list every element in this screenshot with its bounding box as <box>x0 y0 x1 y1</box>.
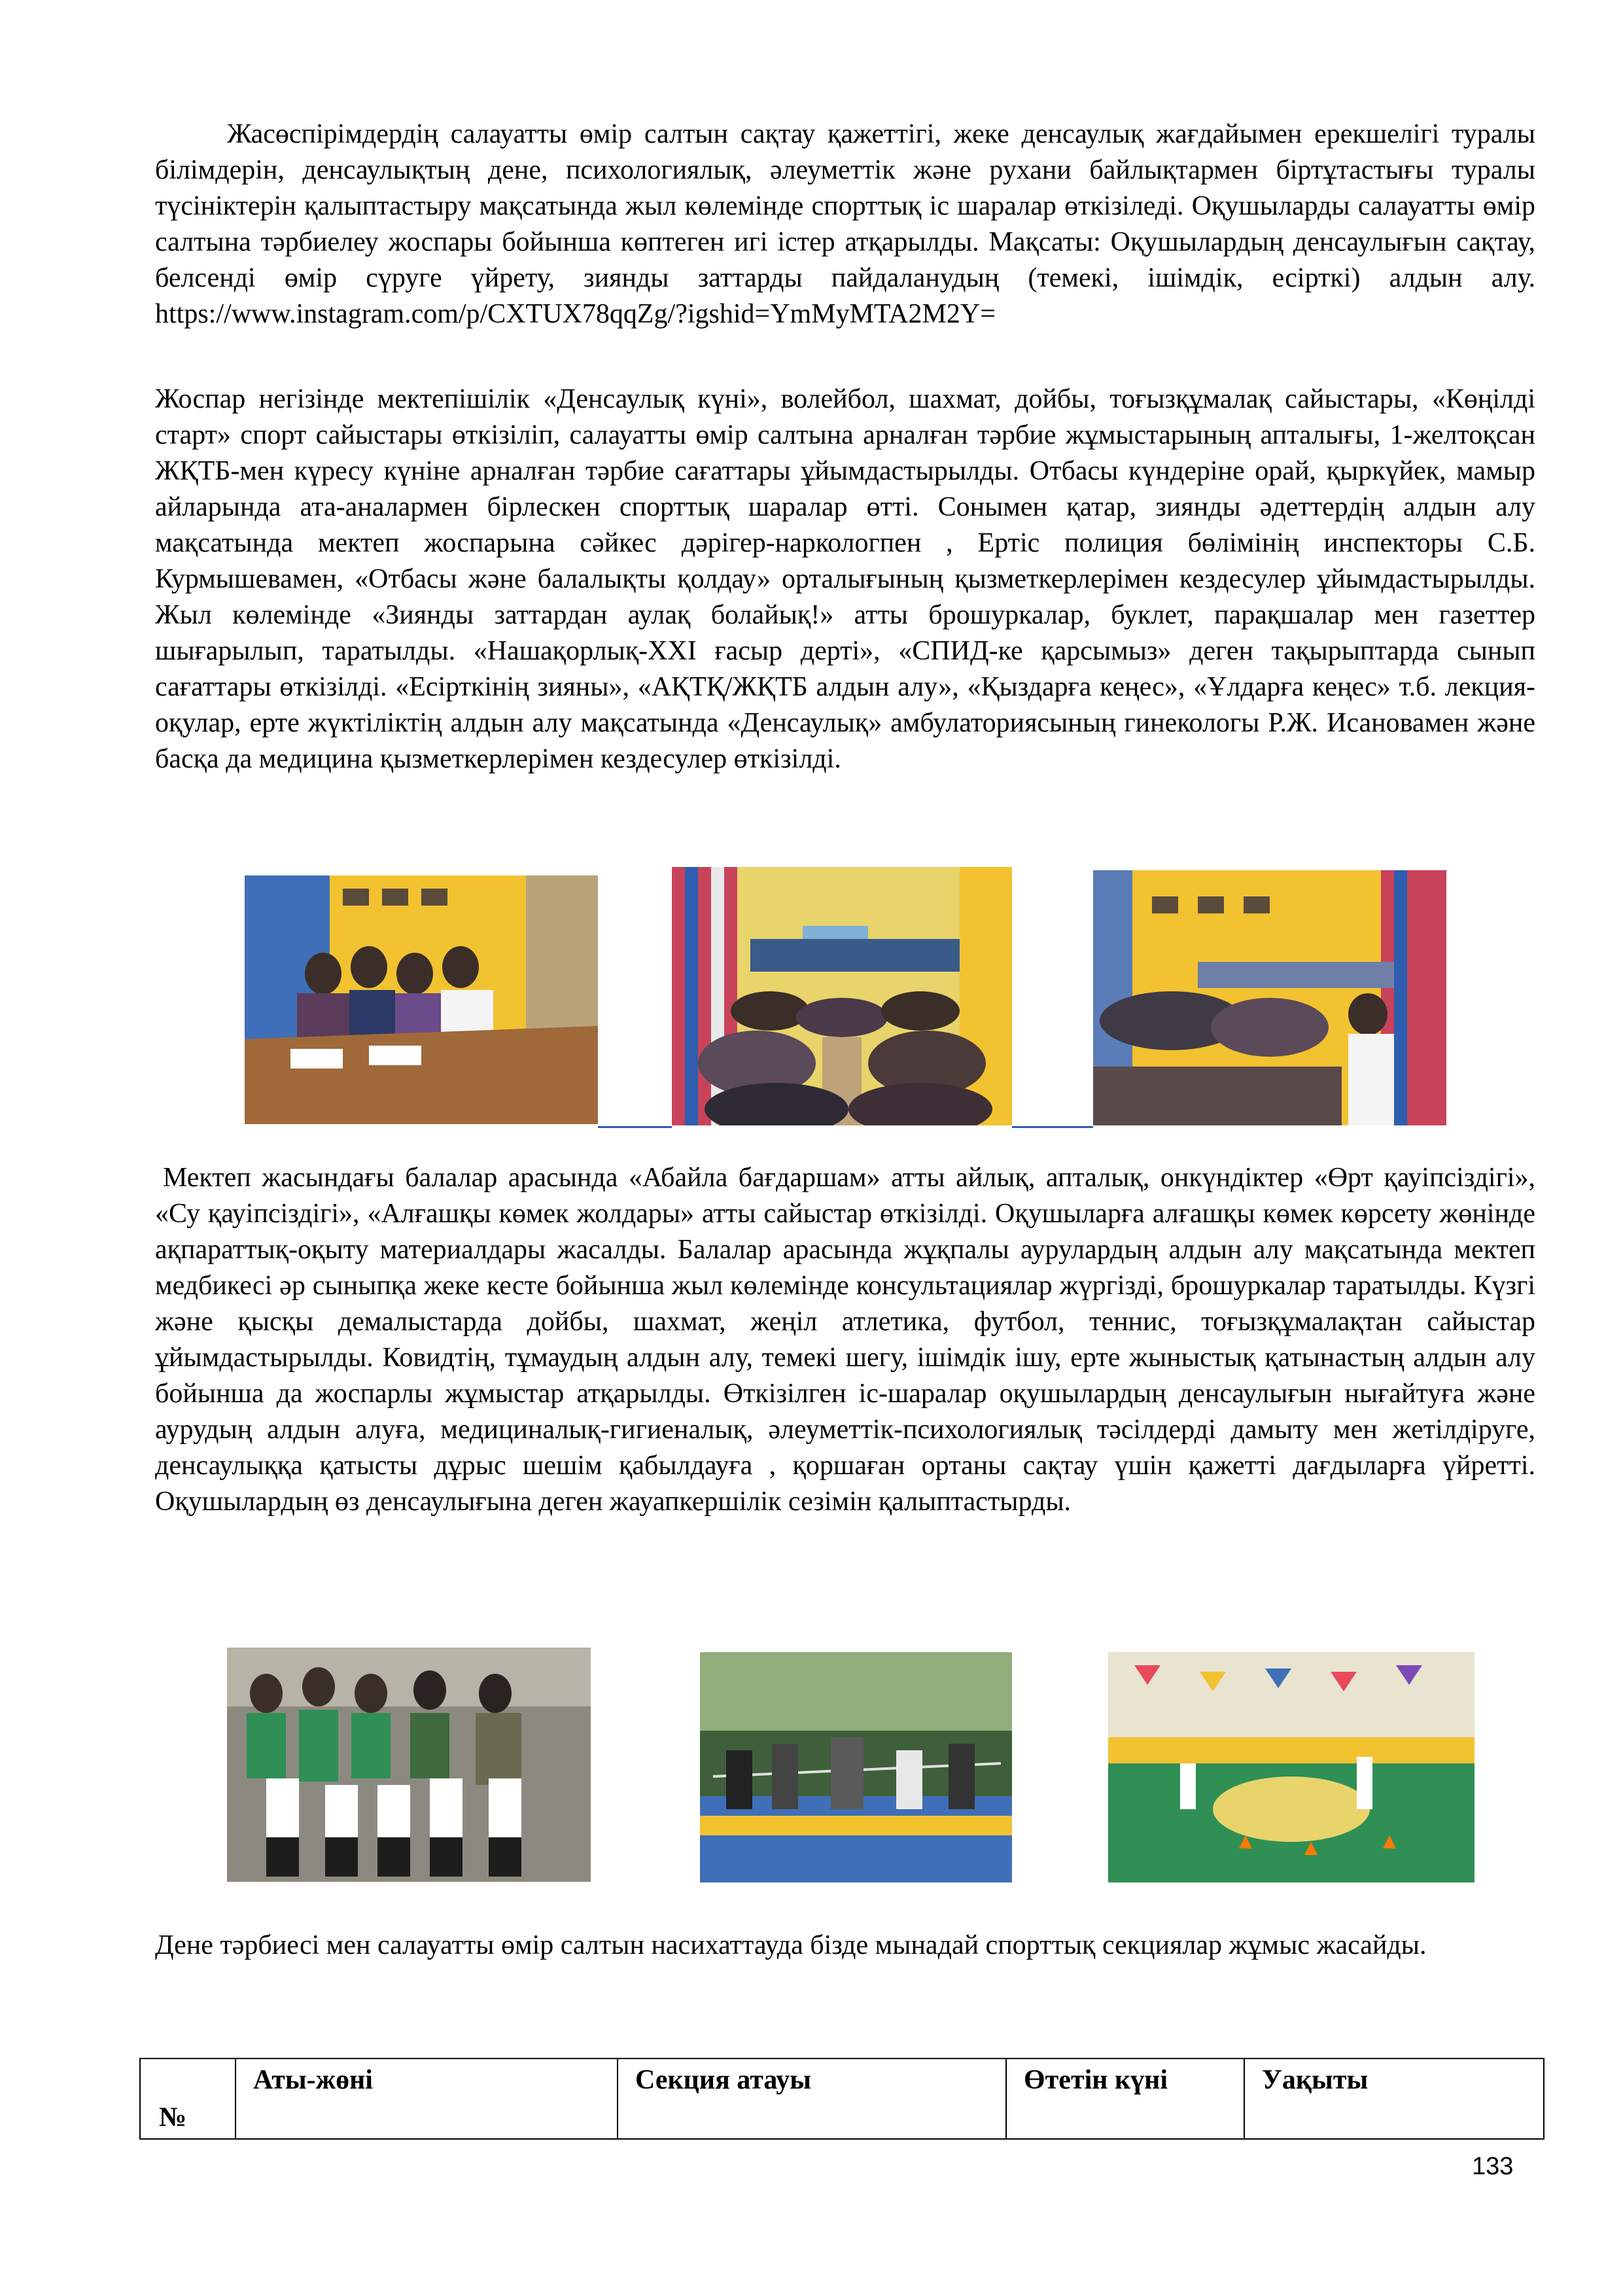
link-underline-1 <box>598 1126 672 1128</box>
photo-gym-relay <box>1108 1652 1475 1882</box>
intro-paragraph <box>155 116 1535 332</box>
col-day: Өтетін күні <box>1006 2058 1244 2139</box>
col-time: Уақыты <box>1244 2058 1544 2139</box>
table-header-row <box>140 2058 1544 2139</box>
photo-family-group <box>227 1648 591 1882</box>
intro-text: Жасөспірімдердің салауатты өмір салтын сақтау қажеттігі, жеке денсаулық жағдайымен ерекшелігі туралы білімдерін, денсаулықтың дене, психологиялық, әлеуметтік және рухани байлықтармен біртұтастығы туралы түсініктерін қалыптастыру мақсатында жыл көлемінде спорттық іс шаралар өткізіледі. Оқушыларды салауатты өмір салтына тәрбиелеу жоспары бойынша көптеген игі істер атқарылды. Мақсаты: Оқушылардың денсаулығын сақтау, белсенді өмір сүруге үйрету, зиянды заттарды пайдаланудың (темекі, ішімдік, есірткі) алдын алу. <box>155 119 1535 293</box>
photo-assembly-hall <box>672 867 1012 1125</box>
col-number: № <box>140 2058 236 2139</box>
col-full-name: Аты-жөні <box>236 2058 618 2139</box>
photo-meeting-table <box>245 875 598 1124</box>
plan-paragraph: Жоспар негізінде мектепішілік «Денсаулық күні», волейбол, шахмат, дойбы, тоғызқұмалақ сайыстары, «Көңілді старт» спорт сайыстары өткізіліп, салауатты өмір салтына арналған тәрбие жұмыстарының апталығы, 1-желтоқсан ЖҚТБ-мен күресу күніне арналған тәрбие сағаттары ұйымдастырылды. Отбасы күндеріне орай, қыркүйек, мамыр айларында ата-аналармен бірлескен спорттық шаралар өтті. Сонымен қатар, зиянды әдеттердің алдын алу мақсатында мектеп жоспарына сәйкес дәрігер-наркологпен , Ертіс полиция бөлімінің инспекторы С.Б. Курмышевамен, «Отбасы және балалықты қолдау» орталығының қызметкерлерімен кездесулер ұйымдастырылды. Жыл көлемінде «Зиянды заттардан аулақ болайық!» атты брошуркалар, буклет, парақшалар мен газеттер шығарылып, таратылды. «Нашақорлық-ХХІ ғасыр дерті», «СПИД-ке қарсымыз» деген тақырыптарда сынып сағаттары өткізілді. «Есірткінің зияны», «АҚТҚ/ЖҚТБ алдын алу», «Қыздарға кеңес», «Ұлдарға кеңес» т.б. лекция-оқулар, ерте жүктіліктің алдын алу мақсатында «Денсаулық» амбулаториясының гинекологы Р.Ж. Исановамен және басқа да медицина қызметкерлерімен кездесулер өткізілді. <box>155 384 1535 774</box>
photo-tug-of-war <box>700 1652 1012 1882</box>
sports-sections-table <box>139 2058 1544 2140</box>
instagram-link[interactable]: https://www.instagram.com/p/CXTUX78qqZg/?igshid=YmMyMTA2M2Y= <box>155 299 996 329</box>
page-number: 133 <box>1472 2153 1514 2180</box>
photo-doctor-lecture <box>1093 870 1446 1125</box>
sports-sections-intro: Дене тәрбиесі мен салауатты өмір салтын насихаттауда бізде мынадай спорттық секциялар жұмыс жасайды. <box>155 1930 1427 1960</box>
col-section-name: Секция атауы <box>618 2058 1006 2139</box>
school-safety-paragraph: Мектеп жасындағы балалар арасында «Абайла бағдаршам» атты айлық, апталық, онкүндіктер «Өрт қауіпсіздігі», «Су қауіпсіздігі», «Алғашқы көмек жолдары» атты сайыстар өткізілді. Оқушыларға алғашқы көмек көрсету жөнінде ақпараттық-оқыту материалдары жасалды. Балалар арасында жұқпалы аурулардың алдын алу мақсатында мектеп медбикесі әр сыныпқа жеке кесте бойынша жыл көлемінде консультациялар жүргізді, брошуркалар таратылды. Күзгі және қысқы демалыстарда дойбы, шахмат, жеңіл атлетика, футбол, теннис, тоғызқұмалақтан сайыстар ұйымдастырылды. Ковидтің, тұмаудың алдын алу, темекі шегу, ішімдік ішу, ерте жыныстық қатынастың алдын алу бойынша да жоспарлы жұмыстар атқарылды. Өткізілген іс-шаралар оқушылардың денсаулығын нығайтуға және аурудың алдын алуға, медициналық-гигиеналық, әлеуметтік-психологиялық тәсілдерді дамыту мен жетілдіруге, денсаулыққа қатысты дұрыс шешім қабылдауға , қоршаған ортаны сақтау үшін қажетті дағдыларға үйретті. Оқушылардың өз денсаулығына деген жауапкершілік сезімін қалыптастырды. <box>155 1163 1535 1517</box>
link-underline-2 <box>1012 1126 1093 1128</box>
